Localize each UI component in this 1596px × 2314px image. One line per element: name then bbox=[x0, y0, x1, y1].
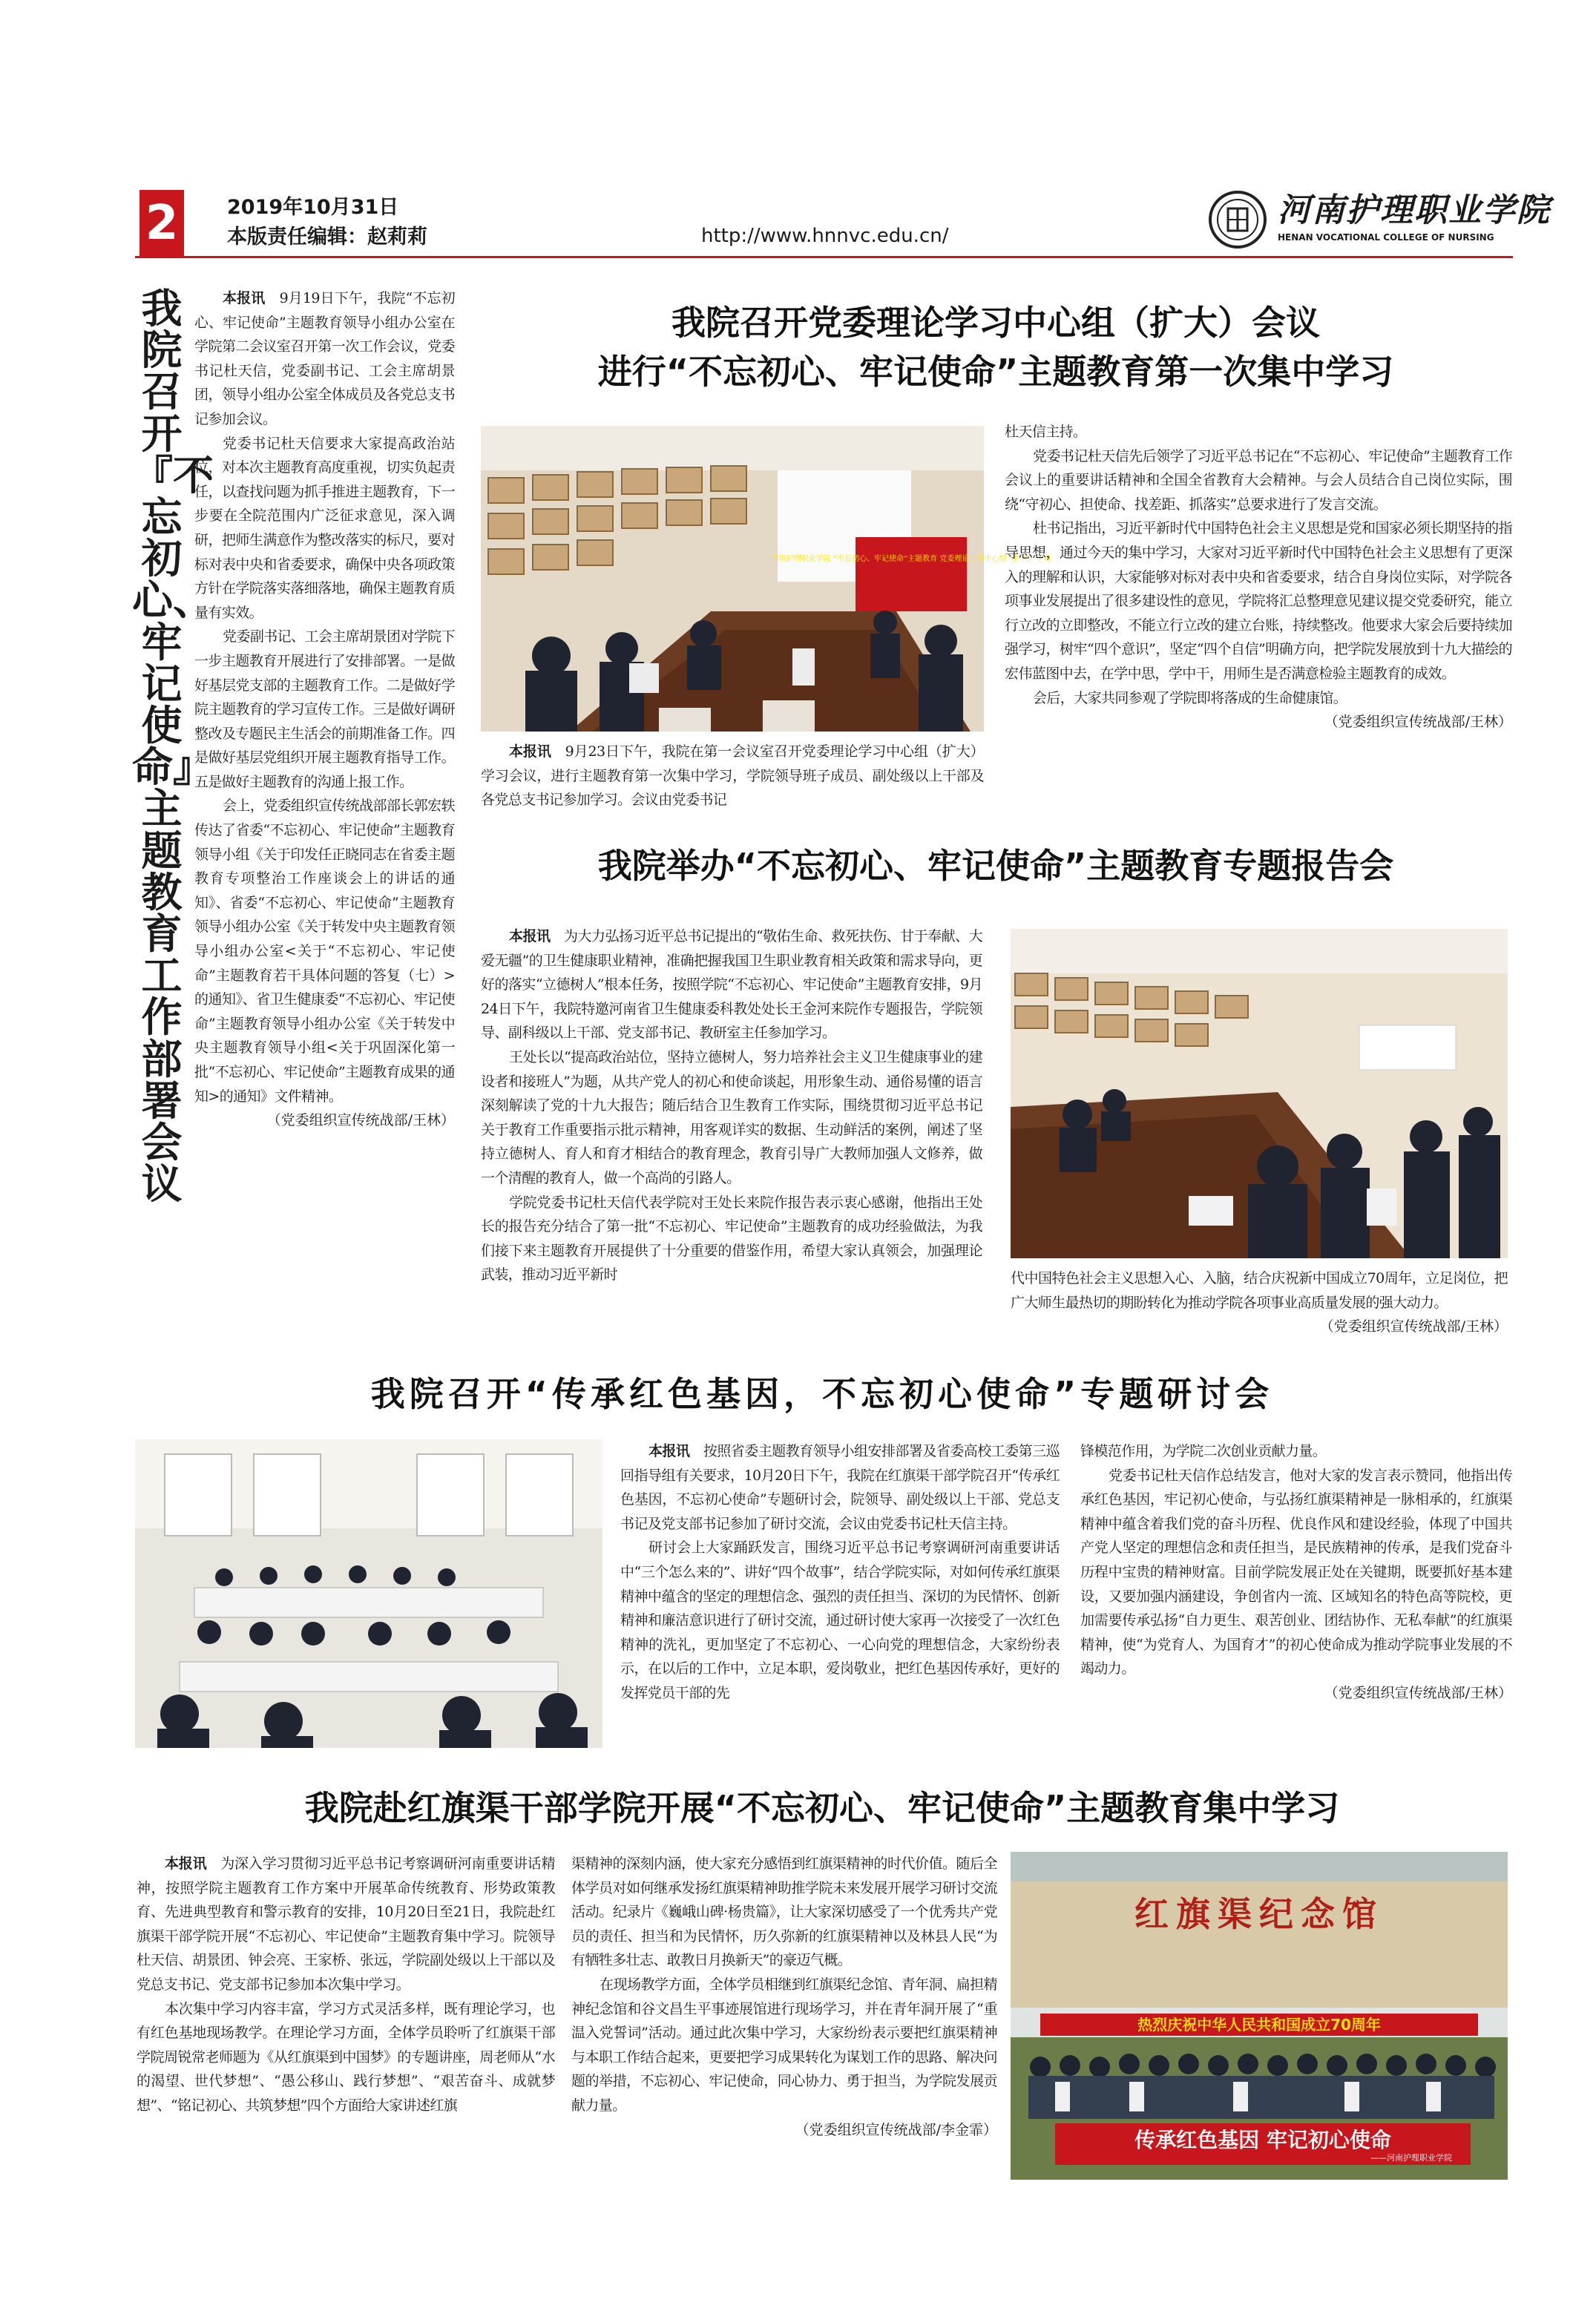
meeting-photo-icon bbox=[481, 426, 1051, 732]
article4-cont: 渠精神的深刻内涵，使大家充分感悟到红旗渠精神的时代价值。随后全体学员对如何继承发扬红旗渠精神助推学院未来发展开展学习研讨交流活动。纪录片《巍峨山碑·杨贵篇》，让大家深切感受了一个优秀共产党员的责任、担当和为民情怀，历久弥新的红旗渠精神以及林县人民“为有牺牲多壮志、敢教日月换新天”的豪迈气概。 bbox=[571, 1856, 997, 1969]
article1-headline-line1: 我院召开党委理论学习中心组（扩大）会议 bbox=[671, 303, 1320, 343]
article1-caption-text: 9月23日下午，我院在第一会议室召开党委理论学习中心组（扩大）学习会议，进行主题教育第一次集中学习，学院领导班子成员、副处级以上干部及各党总支书记参加学习。会议由党委书记 bbox=[481, 743, 985, 809]
article2-headline: 我院举办“不忘初心、牢记使命”主题教育专题报告会 bbox=[597, 846, 1394, 886]
article4-byline: 本报讯 bbox=[165, 1856, 207, 1872]
article1-caption bbox=[481, 740, 984, 812]
article2-para: 学院党委书记杜天信代表学院对王处长来院作报告表示衷心感谢，他指出王处长的报告充分结合了第一批“不忘初心、牢记使命”主题教育的成功经验做法，为我们接下来主题教育开展提供了十分重要的借鉴作用，希望大家认真领会，加强理论武装，推动习近平新时 bbox=[481, 1194, 982, 1283]
article3-headline: 我院召开“传承红色基因，不忘初心使命”专题研讨会 bbox=[370, 1374, 1274, 1414]
article3-first-para: 按照省委主题教育领导小组安排部署及省委高校工委第三巡回指导组有关要求，10月20日下午，我院在红旗渠干部学院召开“传承红色基因，不忘初心使命”专题研讨会，院领导、副处级以上干部、党总支书记及党支部书记参加了研讨交流，会议由党委书记杜天信主持。 bbox=[620, 1443, 1060, 1532]
article4-para: 本次集中学习内容丰富，学习方式灵活多样，既有理论学习，也有红色基地现场教学。在理论学习方面，全体学员聆听了红旗渠干部学院周锐常老师题为《从红旗渠到中国梦》的专题讲座，周老师从“水的渴望、世代梦想”、“愚公移山、践行梦想”、“艰苦奋斗、成就梦想”、“铭记初心、共筑梦想”四个方面给大家讲述红旗 bbox=[137, 2000, 555, 2114]
article4-body-left bbox=[137, 1852, 555, 2118]
side-credit: （党委组织宣传统战部/王林） bbox=[266, 1112, 455, 1129]
article3-photo bbox=[135, 1439, 602, 1748]
article3-para: 党委书记杜天信作总结发言，他对大家的发言表示赞同，他指出传承红色基因，牢记初心使命，与弘扬红旗渠精神是一脉相承的，红旗渠精神中蕴含着我们党的奋斗历程、优良作风和建设经验，体现了中国共产党人坚定的理想信念和责任担当，是民族精神的传承，是我们党奋斗历程中宝贵的精神财富。目前学院发展正处在关键期，既要抓好基本建设，又要加强内涵建设，争创省内一流、区域知名的特色高等院校，更加需要传承弘扬“自力更生、艰苦创业、团结协作、无私奉献”的红旗渠精神，使“为党育人、为国育才”的初心使命成为推动学院事业发展的不竭动力。 bbox=[1080, 1467, 1512, 1677]
side-para: 党委书记杜天信要求大家提高政治站位，对本次主题教育高度重视，切实负起责任，以查找问题为抓手推进主题教育，下一步要在全院范围内广泛征求意见，深入调研，把师生满意作为整改落实的标尺，要对标对表中央和省委要求，确保中央各项政策方针在学院落实落细落地，确保主题教育质量有实效。 bbox=[194, 435, 455, 621]
side-byline: 本报讯 bbox=[223, 290, 266, 306]
article3-byline: 本报讯 bbox=[648, 1443, 690, 1459]
article3-body-right bbox=[1080, 1439, 1512, 1706]
school-name-en: HENAN VOCATIONAL COLLEGE OF NURSING bbox=[1278, 232, 1494, 243]
side-para: 党委副书记、工会主席胡景团对学院下一步主题教育开展进行了安排部署。一是做好基层党支部的主题教育工作。二是做好学院主题教育的学习宣传工作。三是做好调研整改及专题民主生活会的前期准备工作。四是做好基层党组织开展主题教育指导工作。五是做好主题教育的沟通上报工作。 bbox=[194, 628, 455, 790]
website-url[interactable]: http://www.hnnvc.edu.cn/ bbox=[701, 225, 949, 247]
article2-byline: 本报讯 bbox=[509, 928, 551, 944]
article2-para: 王处长以“提高政治站位，坚持立德树人，努力培养社会主义卫生健康事业的建设者和接班人”为题，从共产党人的初心和使命谈起，用形象生动、通俗易懂的语言深刻解读了党的十九大报告；随后结合卫生教育工作实际，围绕贯彻习近平总书记关于教育工作重要指示批示精神，用客观详实的数据、生动鲜活的案例，阐述了坚持立德树人、育人和育才相结合的教育理念，教育引导广大教师加强人文修养，做一个清醒的教育人，做一个高尚的引路人。 bbox=[481, 1048, 982, 1186]
article1-cont: 杜天信主持。 bbox=[1005, 424, 1087, 440]
lecture-photo-icon bbox=[1011, 929, 1508, 1258]
article3-credit: （党委组织宣传统战部/王林） bbox=[1324, 1684, 1512, 1701]
header-rule bbox=[135, 256, 1513, 258]
article4-body-mid bbox=[571, 1852, 997, 2142]
school-name-cn: 河南护理职业学院 bbox=[1278, 191, 1551, 229]
article2-credit: （党委组织宣传统战部/王林） bbox=[1319, 1318, 1508, 1335]
article4-headline: 我院赴红旗渠干部学院开展“不忘初心、牢记使命”主题教育集中学习 bbox=[304, 1788, 1340, 1828]
seminar-photo-icon bbox=[135, 1439, 602, 1748]
article4-credit: （党委组织宣传统战部/李金霏） bbox=[795, 2121, 997, 2138]
article1-body bbox=[1005, 420, 1512, 734]
article1-para: 杜书记指出，习近平新时代中国特色社会主义思想是党和国家必须长期坚持的指导思想，通过今天的集中学习，大家对习近平新时代中国特色社会主义思想有了更深入的理解和认识，大家能够对标对表中央和省委要求，结合自身岗位实际，对学院各项事业发展提出了很多建设性的意见，学院将汇总整理意见建议提交党委研究，能立行立改的立即整改，不能立行立改的建立台账，持续整改。他要求大家会后要持续加强学习，树牢“四个意识”，坚定“四个自信”明确方向，把学院发展放到十九大描绘的宏伟蓝图中去，在学中思，学中干，用师生是否满意检验主题教育的成效。 bbox=[1005, 520, 1512, 682]
article1-para: 党委书记杜天信先后领学了习近平总书记在“不忘初心、牢记使命”主题教育工作会议上的重要讲话精神和全国全省教育大会精神。与会人员结合自己岗位实际，围绕“守初心、担使命、找差距、抓落实”总要求进行了发言交流。 bbox=[1005, 447, 1512, 513]
article3-body-left bbox=[620, 1439, 1060, 1706]
article1-headline-line2: 进行“不忘初心、牢记使命”主题教育第一次集中学习 bbox=[597, 352, 1394, 392]
article4-first-para: 为深入学习贯彻习近平总书记考察调研河南重要讲话精神，按照学院主题教育工作方案中开展革命传统教育、形势政策教育、先进典型教育和警示教育的安排，10月20日至21日，我院赴红旗渠干部学院开展“不忘初心、牢记使命”主题教育集中学习。院领导杜天信、胡景团、钟会亮、王家桥、张远，学院副处级以上干部以及党总支书记、党支部书记参加本次集中学习。 bbox=[137, 1856, 556, 1993]
banner-top-text: 热烈庆祝中华人民共和国成立70周年 bbox=[1137, 2016, 1381, 2034]
article2-body-left bbox=[481, 924, 982, 1287]
article4-photo bbox=[1011, 1852, 1508, 2180]
side-first-para: 9月19日下午，我院“不忘初心、牢记使命”主题教育领导小组办公室在学院第二会议室召开第一次工作会议，党委书记杜天信，党委副书记、工会主席胡景团，领导小组办公室全体成员及各党总支书记参加会议。 bbox=[194, 290, 455, 427]
article3-para: 研讨会上大家踊跃发言，围绕习近平总书记考察调研河南重要讲话中“三个怎么来的”、讲好“四个故事”，结合学院实际，对如何传承红旗渠精神中蕴含的坚定的理想信念、强烈的责任担当、深切的为民情怀、创新精神和廉洁意识进行了研讨交流，通过研讨使大家再一次接受了一次红色精神的洗礼，更加坚定了不忘初心、一心向党的理想信念，大家纷纷表示，在以后的工作中，立足本职，爱岗敬业，把红色基因传承好，更好的发挥党员干部的先 bbox=[620, 1539, 1060, 1701]
article1-photo bbox=[481, 426, 1051, 732]
memorial-sign: 红旗渠纪念馆 bbox=[1134, 1894, 1384, 1934]
page-editor: 本版责任编辑：赵莉莉 bbox=[227, 226, 427, 249]
screen-text: 河南护理职业学院 “不忘初心、牢记使命”主题教育 党委理论学习中心组（扩大）学习 bbox=[771, 555, 1051, 563]
article2-cont: 代中国特色社会主义思想入心、入脑，结合庆祝新中国成立70周年，立足岗位，把广大师生最热切的期盼转化为推动学院各项事业高质量发展的强大动力。 bbox=[1011, 1270, 1508, 1311]
page-number: 2 bbox=[145, 196, 179, 251]
banner-sub-text: ——河南护理职业学院 bbox=[1370, 2153, 1452, 2163]
group-photo-icon bbox=[1011, 1852, 1508, 2180]
article1-byline: 本报讯 bbox=[509, 743, 551, 760]
article1-para: 会后，大家共同参观了学院即将落成的生命健康馆。 bbox=[1033, 689, 1347, 706]
article2-first-para: 为大力弘扬习近平总书记提出的“敬佑生命、救死扶伤、甘于奉献、大爱无疆”的卫生健康职业精神，准确把握我国卫生职业教育相关政策和需求导向，更好的落实“立德树人”根本任务，按照学院“不忘初心、牢记使命”主题教育安排，9月24日下午，我院特邀河南省卫生健康委科教处处长王金河来院作专题报告，学院领导、副科级以上干部、党支部书记、教研室主任参加学习。 bbox=[481, 928, 982, 1042]
side-article-body bbox=[194, 286, 455, 1133]
side-para: 会上，党委组织宣传统战部部长郭宏轶传达了省委“不忘初心、牢记使命”主题教育领导小组《关于印发任正晓同志在省委主题教育专项整治工作座谈会上的讲话的通知》、省委“不忘初心、牢记使命”主题教育领导小组办公室《关于转发中央主题教育领导小组办公室<关于“不忘初心、牢记使命”主题教育若干具体问题的答复（七）>的通知》、省卫生健康委“不忘初心、牢记使命”主题教育领导小组办公室《关于转发中央主题教育领导小组<关于巩固深化第一批“不忘初心、牢记使命”主题教育成果的通知>的通知》文件精神。 bbox=[194, 798, 455, 1105]
article2-body-right bbox=[1011, 1266, 1508, 1339]
school-emblem-icon bbox=[1208, 190, 1267, 249]
page-number-badge bbox=[139, 190, 184, 257]
article1-credit: （党委组织宣传统战部/王林） bbox=[1324, 714, 1512, 731]
side-headline: 我院召开『不忘初心、牢记使命』主题教育工作部署会议 bbox=[132, 285, 214, 1209]
banner-bottom-text: 传承红色基因 牢记初心使命 bbox=[1134, 2128, 1391, 2152]
article2-photo bbox=[1011, 929, 1508, 1258]
issue-date: 2019年10月31日 bbox=[227, 196, 399, 219]
article4-para: 在现场教学方面，全体学员相继到红旗渠纪念馆、青年洞、扁担精神纪念馆和谷文昌生平事迹展馆进行现场学习，并在青年洞开展了“重温入党誓词”活动。通过此次集中学习，大家纷纷表示要把红旗渠精神与本职工作结合起来，更要把学习成果转化为谋划工作的思路、解决问题的举措，不忘初心、牢记使命，同心协力、勇于担当，为学院发展贡献力量。 bbox=[571, 1976, 997, 2114]
article3-cont: 锋模范作用，为学院二次创业贡献力量。 bbox=[1080, 1443, 1327, 1459]
